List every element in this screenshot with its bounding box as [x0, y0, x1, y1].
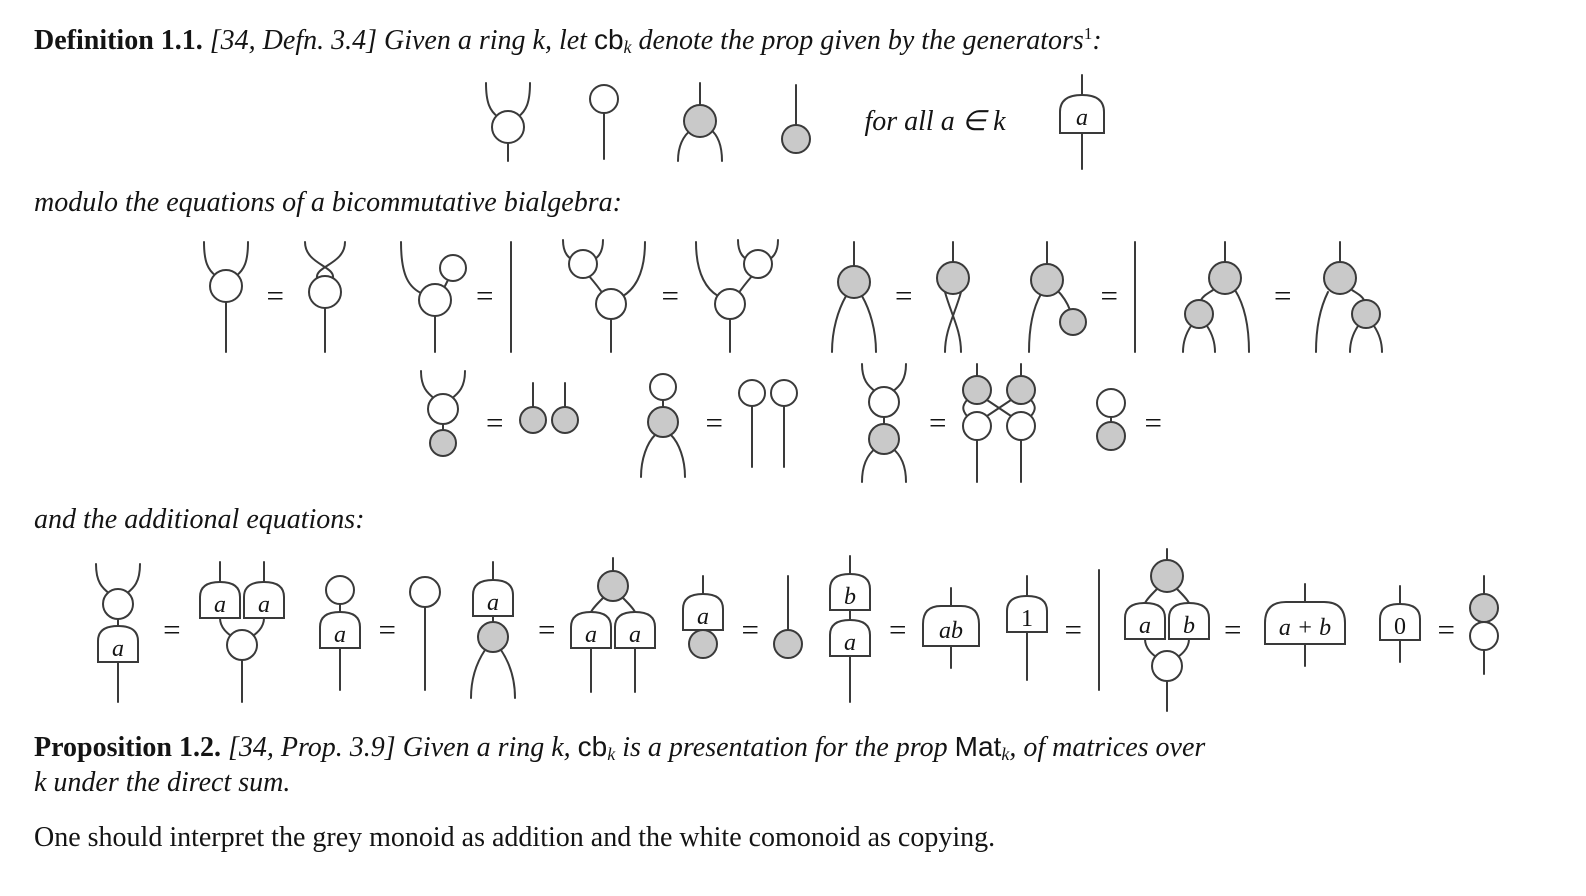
white-node [419, 284, 451, 316]
left-nested-comultiplication-diagram [549, 236, 653, 356]
mat-subscript: k [1001, 743, 1010, 764]
equals-sign: = [476, 277, 494, 313]
grey-node [1470, 594, 1498, 622]
generators-row [34, 71, 1552, 171]
equation-unit-counit [1087, 363, 1176, 483]
equals-sign: = [705, 404, 723, 440]
closing-line: One should interpret the grey monoid as addition and the white comonoid as copying. [34, 822, 996, 853]
grey-node [598, 571, 628, 601]
equals-sign: = [1064, 611, 1082, 647]
scalar-then-delete-diagram [310, 550, 370, 710]
multiplication-diagram [822, 236, 886, 356]
white-node [739, 380, 765, 406]
white-node [1097, 389, 1125, 417]
equals-sign: = [1273, 277, 1292, 313]
grey-node [1007, 376, 1035, 404]
two-scalars-then-add-diagram [565, 550, 661, 710]
add-then-scalar-diagram [457, 550, 529, 710]
white-node [590, 85, 618, 113]
white-node [210, 270, 242, 302]
grey-node [1097, 422, 1125, 450]
equals-sign: = [661, 277, 679, 313]
identity-wire-diagram [1127, 236, 1143, 356]
equation-scalar-addition [457, 550, 660, 710]
grey-node [478, 622, 508, 652]
white-node [428, 394, 458, 424]
a-plus-b-scalar-diagram [1250, 550, 1360, 710]
scalar-label: ab [939, 617, 964, 644]
zero-scalar-diagram [1372, 550, 1428, 710]
scalar-label: a [333, 621, 346, 648]
grey-node [1324, 262, 1356, 294]
proposition-intro: [34, Prop. 3.9] Given a ring k, [227, 731, 578, 763]
equals-sign: = [266, 277, 285, 313]
equation-scalar-copy [82, 550, 297, 710]
equals-sign: = [1437, 611, 1455, 647]
wires [1029, 242, 1070, 352]
unit-then-scalar-diagram [673, 550, 733, 710]
white-node [309, 276, 341, 308]
white-node [227, 630, 257, 660]
white-node [650, 374, 676, 400]
scalar-label: a [696, 603, 709, 630]
scalar-label: a [1075, 104, 1088, 131]
equation-commutativity [822, 236, 985, 356]
two-units-diagram [513, 363, 585, 483]
grey-node [963, 376, 991, 404]
cb-subscript: k [623, 37, 632, 57]
grey-node [689, 630, 717, 658]
cb-symbol: cb [577, 730, 608, 762]
scalar-label: b [844, 583, 856, 610]
comultiplication-counit-diagram [387, 236, 467, 356]
wires [533, 383, 565, 407]
unit-then-delete-diagram [1087, 363, 1135, 483]
grey-node [838, 266, 870, 298]
multiplication-unit-diagram [1015, 236, 1091, 356]
equals-sign: = [538, 611, 556, 647]
forall-text: for all a ∈ k [864, 105, 1006, 137]
grey-node [1151, 560, 1183, 592]
two-counits-diagram [732, 363, 804, 483]
equation-scalar-unit [673, 550, 808, 710]
white-node [569, 250, 597, 278]
scalar-label: a [584, 621, 597, 648]
left-nested-multiplication-diagram [1173, 236, 1265, 356]
generator-white-counit [584, 79, 624, 163]
additional-equations-row [34, 545, 1552, 715]
footnote-marker: 1 [1083, 24, 1093, 43]
equation-scalar-composition [820, 550, 987, 710]
add-then-copy-diagram [848, 358, 920, 488]
equals-sign: = [1144, 404, 1162, 440]
grey-node [1060, 309, 1086, 335]
grey-node [782, 125, 810, 153]
white-node [963, 412, 991, 440]
identity-wire-diagram [503, 236, 519, 356]
grey-node [648, 407, 678, 437]
equation-cocommutativity [194, 236, 357, 356]
identity-wire-diagram [1091, 550, 1107, 710]
grey-node [1352, 300, 1380, 328]
white-node [492, 111, 524, 143]
scalar-label: a [1138, 612, 1151, 639]
white-node [1470, 622, 1498, 650]
multiplication-after-swap-diagram [921, 236, 985, 356]
cb-symbol: cb [593, 24, 624, 55]
white-node [103, 589, 133, 619]
scalar-label: a [844, 629, 856, 656]
definition-colon: : [1092, 25, 1102, 56]
generator-grey-multiplication [668, 79, 732, 163]
additional-equations-line: and the additional equations: [34, 503, 365, 535]
equation-scalar-sum [1119, 545, 1360, 715]
copy-then-two-scalars-diagram [190, 550, 298, 710]
equation-associativity [1173, 236, 1392, 356]
grey-node [1185, 300, 1213, 328]
white-node [440, 255, 466, 281]
definition-paragraph [34, 22, 1552, 59]
grey-node [430, 430, 456, 456]
equation-coassociativity [549, 236, 792, 356]
white-node [326, 576, 354, 604]
right-nested-multiplication-diagram [1300, 236, 1392, 356]
unit-diagram [768, 550, 808, 710]
white-node [771, 380, 797, 406]
wires [945, 242, 961, 352]
b-after-a-diagram [820, 550, 880, 710]
bialgebra-equations-row-2 [34, 358, 1552, 488]
generator-grey-unit [776, 79, 816, 163]
grey-node [869, 424, 899, 454]
equation-scalar-delete [310, 550, 445, 710]
scalar-label: a + b [1279, 614, 1332, 641]
scalar-label: a [112, 635, 125, 662]
proposition-label: Proposition 1.2. [34, 731, 221, 763]
white-node [715, 289, 745, 319]
grey-node [684, 105, 716, 137]
swap-then-comultiplication-diagram [293, 236, 357, 356]
scalar-label: a [213, 591, 226, 618]
scalar-label: a [487, 589, 500, 616]
equals-sign: = [1100, 277, 1118, 313]
scalar-label: 1 [1021, 605, 1034, 632]
scalar-label: a [257, 591, 270, 618]
right-nested-comultiplication-diagram [688, 236, 792, 356]
equals-sign: = [889, 611, 907, 647]
equation-unit-comultiplication [409, 363, 584, 483]
wires [1183, 242, 1249, 352]
scalar-label: a [628, 621, 641, 648]
ab-scalar-diagram [915, 550, 987, 710]
unit-then-copy-diagram [409, 363, 477, 483]
grey-node [774, 630, 802, 658]
proposition-mid: is a presentation for the prop [615, 731, 955, 763]
proposition-line2: k under the direct sum. [34, 767, 291, 798]
grey-node [1031, 264, 1063, 296]
white-node [744, 250, 772, 278]
add-then-delete-diagram [629, 363, 697, 483]
white-node [596, 289, 626, 319]
generator-white-comultiplication [476, 79, 540, 163]
definition-after-cb: denote the prop given by the generators [631, 25, 1084, 56]
equals-sign: = [163, 611, 181, 647]
white-node [410, 577, 440, 607]
white-node [1007, 412, 1035, 440]
equation-counit-law [387, 236, 518, 356]
modulo-line: modulo the equations of a bicommutative bialgebra: [34, 186, 622, 218]
counit-diagram [405, 550, 445, 710]
equals-sign: = [486, 404, 504, 440]
equation-multiplication-comultiplication [848, 358, 1043, 488]
mat-symbol: Mat [954, 730, 1002, 762]
scalar-then-copy-diagram [82, 550, 154, 710]
copy-scalars-add-diagram [1119, 545, 1215, 715]
equals-sign: = [741, 611, 759, 647]
scalar-label: 0 [1394, 613, 1407, 640]
equals-sign: = [1223, 611, 1242, 647]
cb-subscript: k [607, 743, 616, 764]
copy-swap-add-diagram [955, 358, 1043, 488]
equation-scalar-one [999, 550, 1106, 710]
grey-node [937, 262, 969, 294]
bialgebra-equations-row-1 [34, 236, 1552, 356]
proposition-paragraph [34, 729, 1552, 801]
comultiplication-diagram [194, 236, 258, 356]
white-node [869, 387, 899, 417]
definition-intro: [34, Defn. 3.4] Given a ring k, let [209, 25, 594, 56]
one-scalar-diagram [999, 550, 1055, 710]
grey-node [520, 407, 546, 433]
equals-sign: = [929, 404, 947, 440]
generator-scalar-box [1054, 71, 1110, 171]
scalar-label: b [1182, 612, 1195, 639]
white-node [1152, 651, 1182, 681]
grey-node [552, 407, 578, 433]
wires [1316, 242, 1382, 352]
equation-scalar-zero [1372, 550, 1503, 710]
proposition-tail: , of matrices over [1009, 731, 1206, 763]
equation-multiplication-counit [629, 363, 804, 483]
equals-sign: = [378, 611, 397, 647]
grey-node [1209, 262, 1241, 294]
definition-label: Definition 1.1. [34, 25, 203, 56]
delete-then-unit-diagram [1464, 550, 1504, 710]
equals-sign: = [895, 277, 913, 313]
wires [752, 406, 784, 467]
equation-unit-law [1015, 236, 1142, 356]
